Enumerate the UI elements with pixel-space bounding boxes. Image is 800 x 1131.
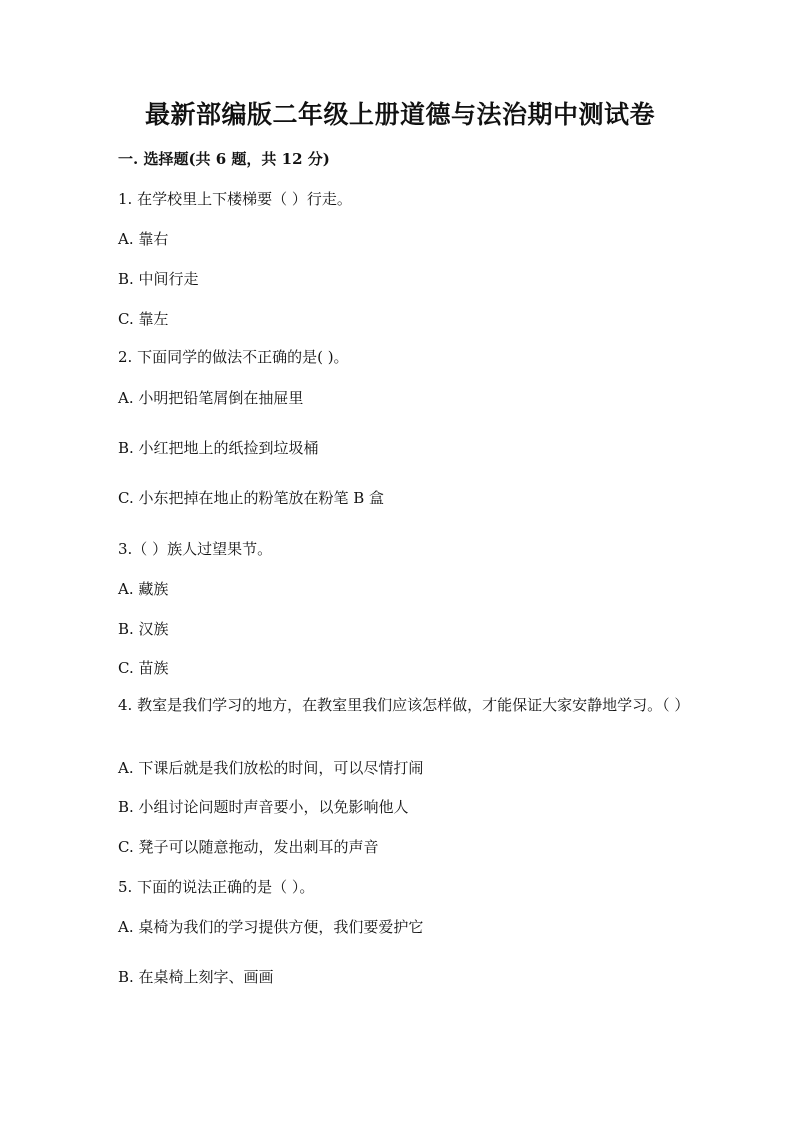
answer-option: C. 靠左 [118, 310, 169, 328]
question-stem: 2. 下面同学的做法不正确的是( )。 [118, 348, 349, 366]
answer-option: A. 桌椅为我们的学习提供方便，我们要爱护它 [118, 918, 424, 936]
question-stem: 4. 教室是我们学习的地方，在教室里我们应该怎样做，才能保证大家安静地学习。（ ） [118, 696, 690, 714]
answer-option: B. 小组讨论问题时声音要小，以免影响他人 [118, 798, 409, 816]
answer-option: C. 苗族 [118, 659, 169, 677]
answer-option: B. 汉族 [118, 620, 169, 638]
question-stem: 1. 在学校里上下楼梯要（ ）行走。 [118, 190, 352, 208]
answer-option: A. 下课后就是我们放松的时间，可以尽情打闹 [118, 759, 424, 777]
answer-option: C. 凳子可以随意拖动，发出刺耳的声音 [118, 838, 379, 856]
answer-option: B. 中间行走 [118, 270, 199, 288]
section-heading: 一. 选择题(共 6 题，共 12 分) [118, 150, 330, 168]
answer-option: A. 藏族 [118, 580, 169, 598]
answer-option: C. 小东把掉在地止的粉笔放在粉笔 B 盒 [118, 489, 385, 507]
page-title: 最新部编版二年级上册道德与法治期中测试卷 [144, 100, 655, 129]
answer-option: B. 小红把地上的纸捡到垃圾桶 [118, 439, 319, 457]
answer-option: A. 小明把铅笔屑倒在抽屉里 [118, 389, 304, 407]
answer-option: B. 在桌椅上刻字、画画 [118, 968, 274, 986]
question-stem: 5. 下面的说法正确的是（ ）。 [118, 878, 315, 896]
question-stem: 3.（ ）族人过望果节。 [118, 540, 273, 558]
answer-option: A. 靠右 [118, 230, 169, 248]
